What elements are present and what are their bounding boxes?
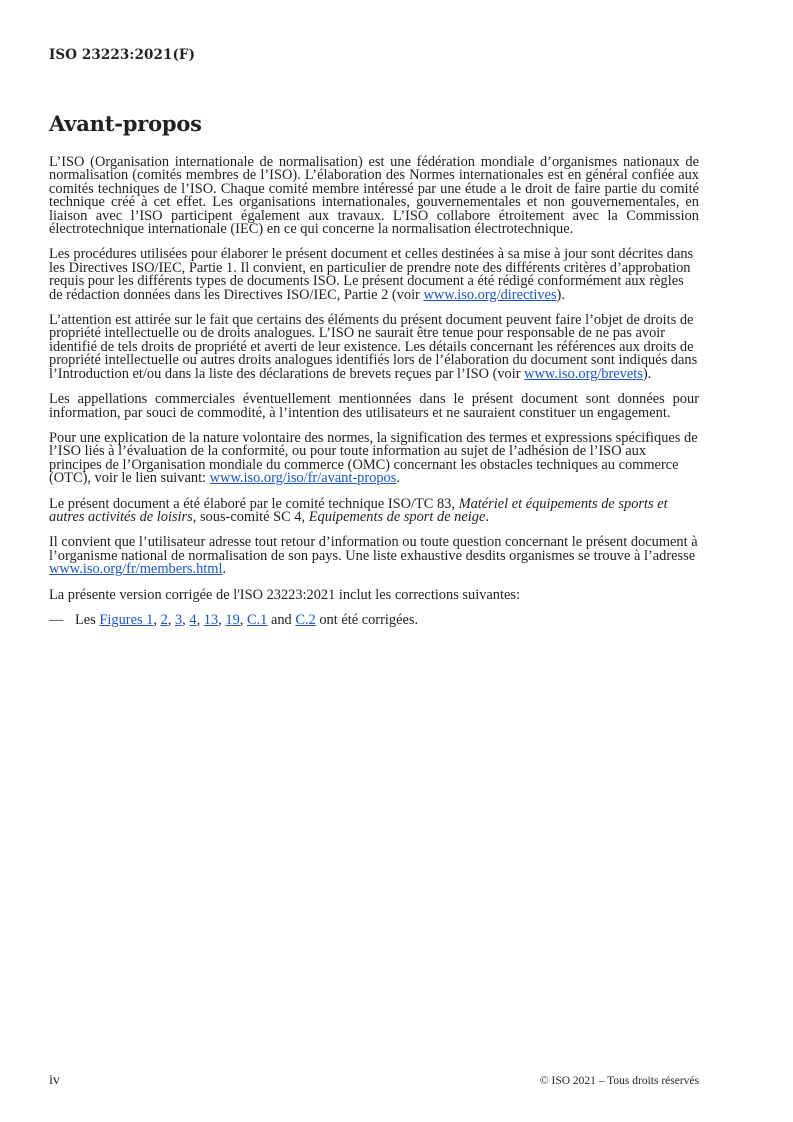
subcommittee-name: Equipements de sport de neige [308,508,486,525]
page-number: iv [49,1073,60,1088]
paragraph-iso-intro: L’ISO (Organisation internationale de normalisation) est une fédération mondiale d’organismes nationaux de normalisation (comités membres de l’ISO). L’élaboration des Normes internationales est en général confiée aux comités techniques de l’ISO. Chaque comité membre intéressé par une étude a le droit de faire partie du comité technique créé à cet effet. Les organisations internationales, gouvernementales et non gouvernementales, en liaison avec l’ISO participent également aux travaux. L’ISO collabore étroitement avec la Commission électrotechnique internationale (IEC) en ce qui concerne la normalisation électrotechnique. [49,154,699,238]
paragraph-corrected-version: La présente version corrigée de l'ISO 23223:2021 inclut les corrections suivantes: [49,586,520,603]
document-body [49,156,699,639]
committee-name: Matériel et équipements de sports et autres activités de loisirs [49,495,668,525]
link-figures-1[interactable]: Figures 1 [99,611,154,628]
link-figure-4[interactable]: 4 [189,611,197,628]
link-figure-3[interactable]: 3 [174,611,183,628]
link-directives[interactable]: www.iso.org/directives [423,286,557,303]
link-members[interactable]: www.iso.org/fr/members.html [49,561,223,578]
link-avant-propos[interactable]: www.iso.org/iso/fr/avant-propos [209,470,397,487]
link-figure-19[interactable]: 19 [225,611,240,628]
copyright-notice: © ISO 2021 – Tous droits réservés [539,1075,699,1087]
paragraph-voluntary-nature: Pour une explication de la nature volontaire des normes, la signification des termes et expressions spécifiques de l’ISO liés à l’évaluation de la conformité, ou pour toute information au sujet de l’adhésion de l’ISO aux principes de l’Organisation mondiale du commerce (OMC) concernant les obstacles techniques au commerce (OTC), voir le lien suivant: www.iso.org/iso/fr/avant-propos. [49,429,698,487]
dash-bullet: — [49,611,64,628]
link-figure-c1[interactable]: C.1 [246,611,268,628]
paragraph-trade-names: Les appellations commerciales éventuellement mentionnées dans le présent document sont données pour information, par souci de commodité, à l’intention des utilisateurs et ne sauraient constituer un engagement. [49,391,699,421]
paragraph-procedures: Les procédures utilisées pour élaborer le présent document et celles destinées à sa mise à jour sont décrites dans les Directives ISO/IEC, Partie 1. Il convient, en particulier de prendre note des différents critères d’approbation requis pour les différents types de documents ISO. Le présent document a été rédigé conformément aux règles de rédaction données dans les Directives ISO/IEC, Partie 2 (voir www.iso.org/directives). [49,246,694,303]
link-figure-2[interactable]: 2 [160,611,168,628]
paragraph-patents: L’attention est attirée sur le fait que certains des éléments du présent document peuvent faire l’objet de droits de propriété intellectuelle ou de droits analogues. L’ISO ne saurait être tenue pour responsable de ne pas avoir identifié de tels droits de propriété et averti de leur existence. Les détails concernant les références aux droits de propriété intellectuelle ou autres droits analogues identifiés lors de l’élaboration du document sont indiqués dans l’Introduction et/ou dans la liste des déclarations de brevets reçues par l’ISO (voir www.iso.org/brevets). [49,312,698,382]
link-figure-13[interactable]: 13 [203,611,219,628]
link-brevets[interactable]: www.iso.org/brevets [524,365,643,382]
page-title: Avant-propos [49,111,202,136]
corrections-list-item: — Les Figures 1, 2, 3, 4, 13, 19, C.1 and C.2 ont été corrigées. [49,611,419,628]
link-figure-c2[interactable]: C.2 [295,611,316,628]
document-id-header: ISO 23223:2021(F) [49,47,196,63]
paragraph-committee: Le présent document a été élaboré par le comité technique ISO/TC 83, Matériel et équipements de sports et autres activités de loisirs, sous-comité SC 4, Equipements de sport de neige. [49,495,668,525]
paragraph-feedback: Il convient que l’utilisateur adresse tout retour d’information ou toute question concernant le présent document à l’organisme national de normalisation de son pays. Une liste exhaustive desdits organismes se trouve à l’adresse www.iso.org/fr/members.html. [49,534,698,578]
